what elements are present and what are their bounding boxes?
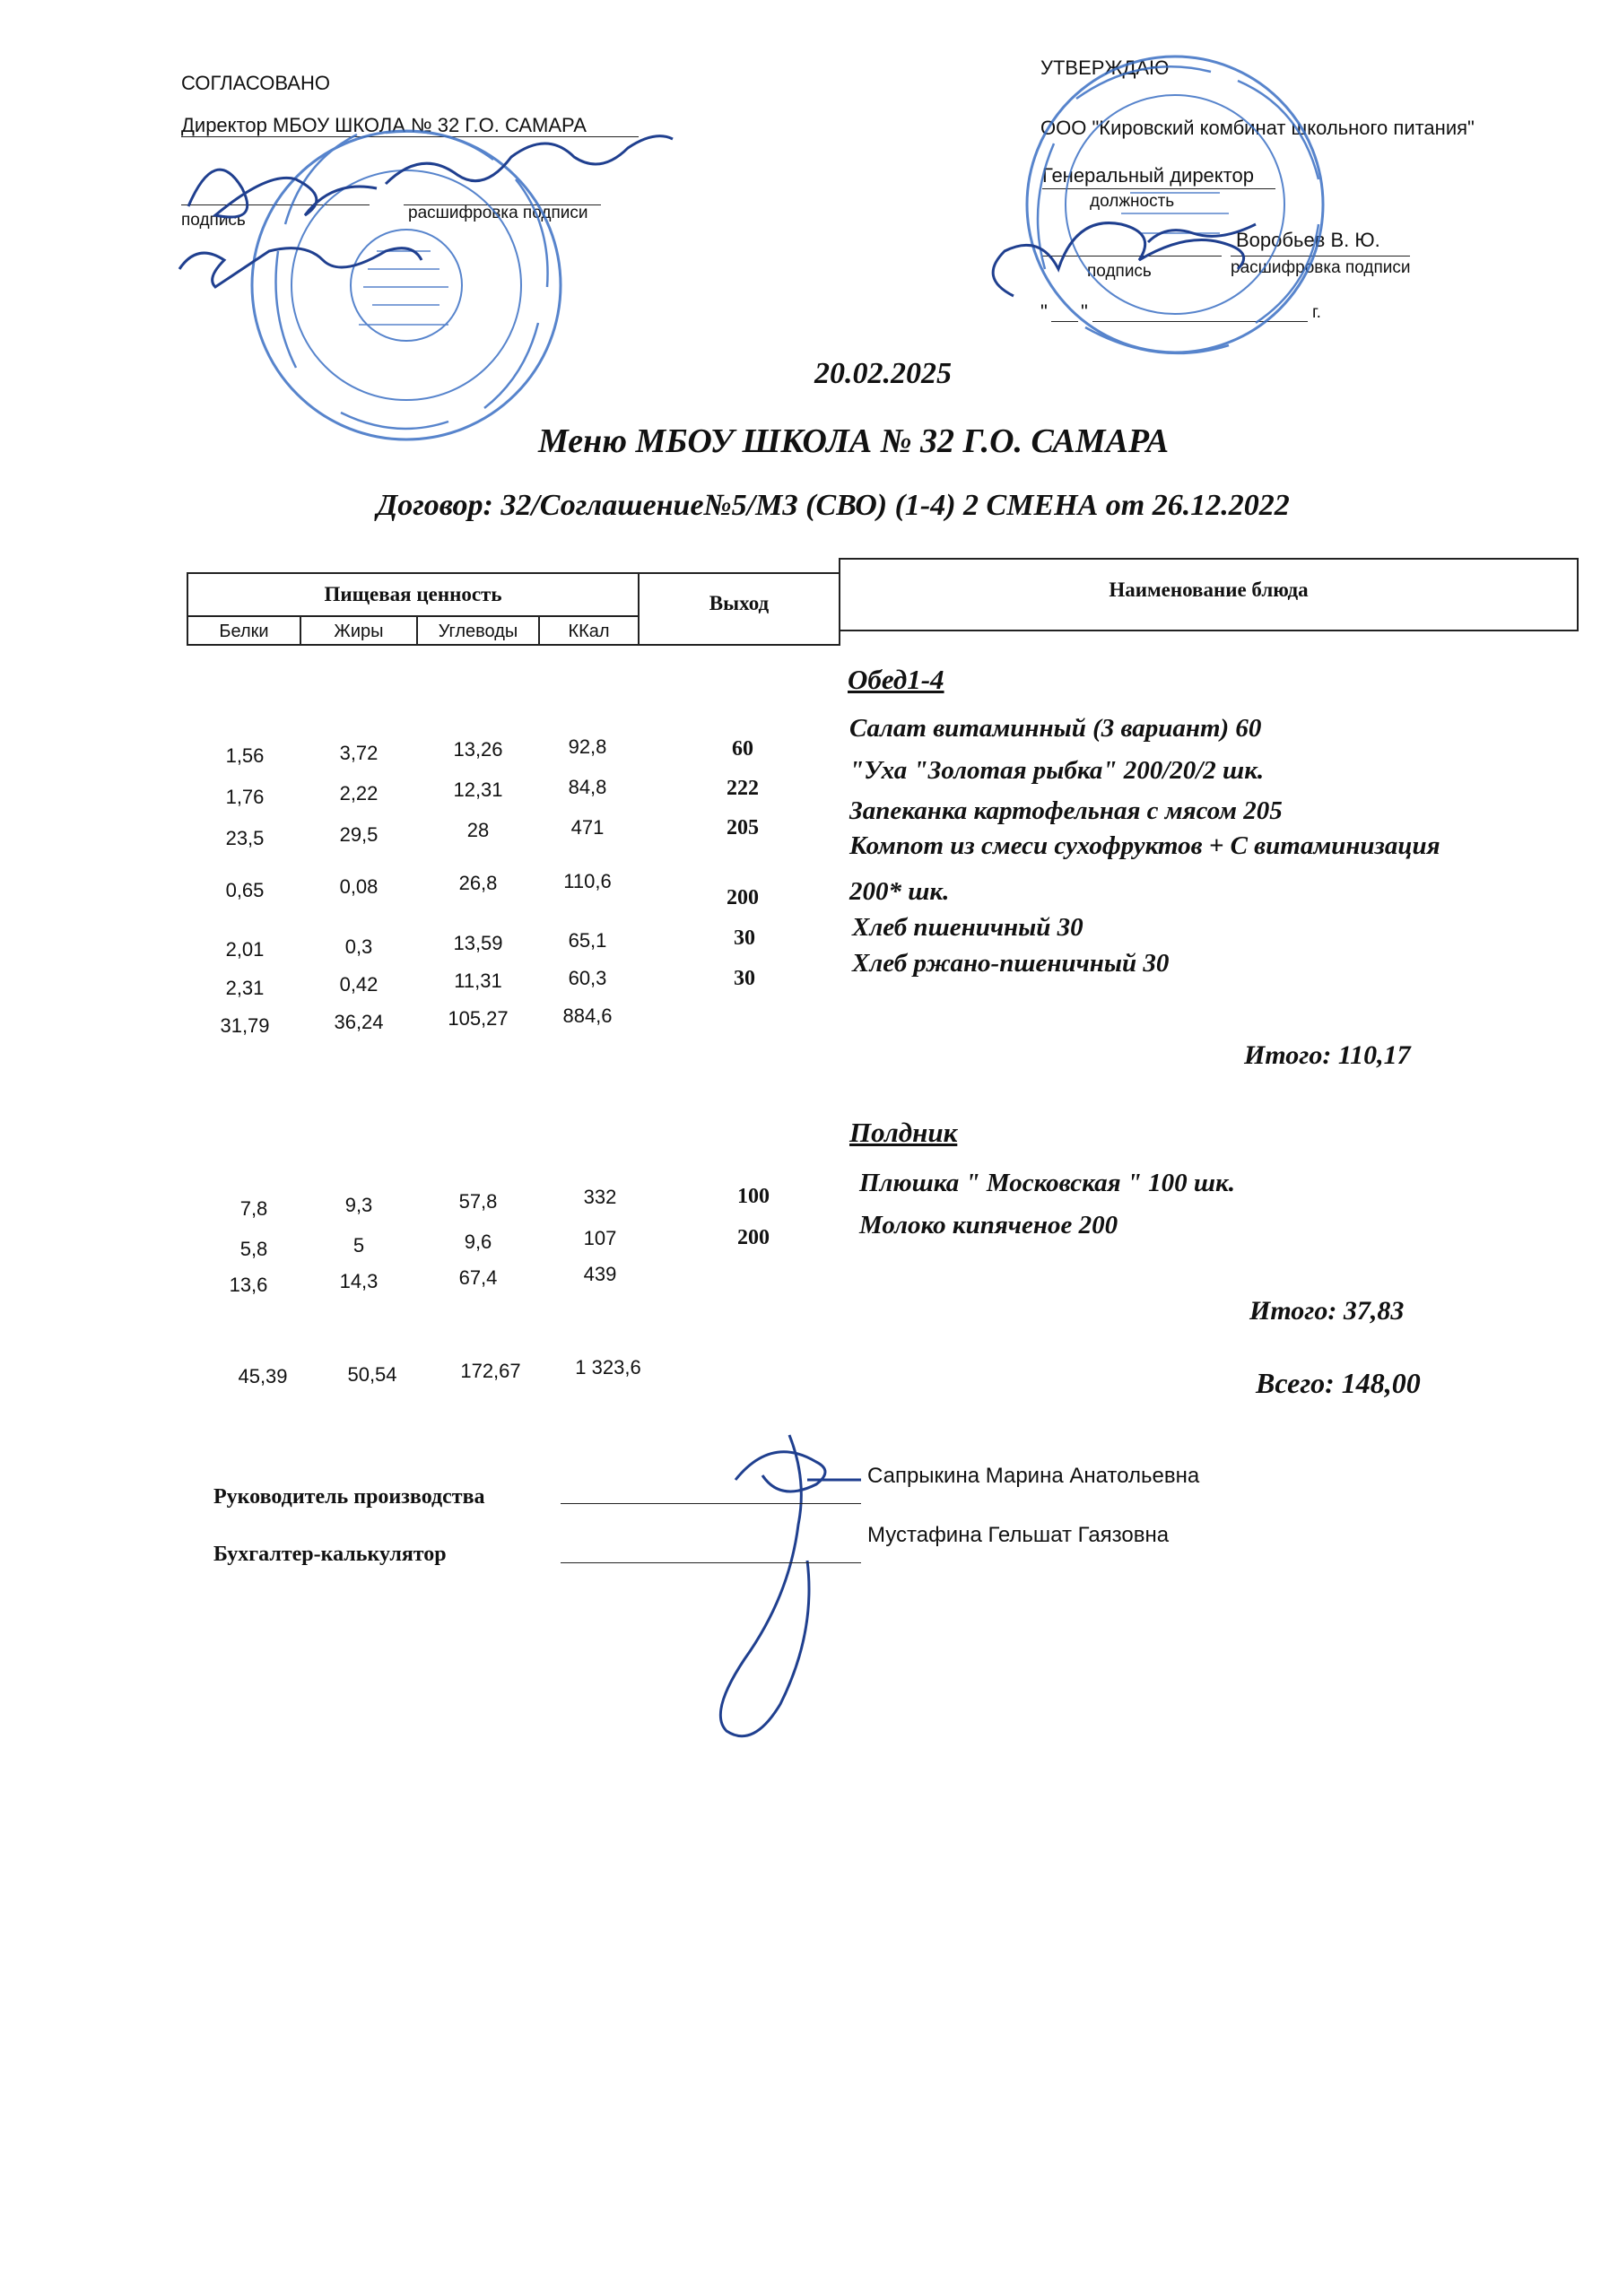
seal-left <box>252 131 561 439</box>
accountant-label: Бухгалтер-калькулятор <box>213 1543 447 1566</box>
cell-carbs: 12,31 <box>453 778 503 801</box>
dish-name: Хлеб пшеничный 30 <box>852 913 1083 942</box>
lunch-total: Итого: 110,17 <box>1244 1040 1411 1070</box>
contract-line: Договор: 32/Соглашение№5/МЗ (СВО) (1-4) 2 СМЕНА от 26.12.2022 <box>377 489 1290 522</box>
date-quote-open: " <box>1040 300 1048 323</box>
cell-fat: 29,5 <box>339 823 379 846</box>
cell-output: 30 <box>734 926 755 950</box>
grand-kcal: 1 323,6 <box>575 1356 641 1378</box>
seal-right <box>1027 57 1323 353</box>
header-col-carbs: Углеводы <box>438 622 518 641</box>
cell-kcal: 60,3 <box>568 967 607 989</box>
decode-label-right: расшифровка подписи <box>1231 258 1411 277</box>
sum-carbs: 105,27 <box>448 1007 509 1030</box>
cell-fat: 0,08 <box>339 875 379 898</box>
sign-label-right: подпись <box>1087 262 1152 281</box>
dish-name: Запеканка картофельная с мясом 205 <box>849 796 1283 825</box>
head-of-production-name: Сапрыкина Марина Анатольевна <box>867 1464 1200 1488</box>
cell-fat: 0,3 <box>344 935 373 958</box>
cell-fat: 5 <box>352 1234 365 1257</box>
header-col-kcal: ККал <box>568 622 610 641</box>
dish-name: Компот из смеси сухофруктов + С витаминизация <box>849 831 1440 860</box>
date-quote-close: " <box>1081 300 1088 323</box>
cell-kcal: 92,8 <box>568 735 607 758</box>
dish-name-continued: 200* шк. <box>849 877 950 906</box>
cell-carbs: 11,31 <box>454 970 502 992</box>
cell-carbs: 57,8 <box>458 1190 498 1213</box>
cell-fat: 2,22 <box>339 782 379 804</box>
cell-output: 100 <box>737 1185 770 1208</box>
cell-output: 222 <box>727 777 759 800</box>
cell-carbs: 9,6 <box>464 1231 492 1253</box>
sign-label-left: подпись <box>181 211 246 230</box>
cell-protein: 5,8 <box>239 1238 268 1260</box>
sum-protein: 31,79 <box>220 1014 270 1037</box>
document-title: Меню МБОУ ШКОЛА № 32 Г.О. САМАРА <box>538 422 1170 460</box>
header-nutrition: Пищевая ценность <box>324 583 502 605</box>
sum-carbs: 67,4 <box>458 1266 498 1289</box>
approval-right-position: Генеральный директор <box>1042 164 1254 187</box>
grand-carbs: 172,67 <box>460 1360 521 1382</box>
sum-kcal: 439 <box>583 1263 617 1285</box>
grand-protein: 45,39 <box>238 1365 288 1387</box>
cell-output: 30 <box>734 967 755 990</box>
cell-output: 200 <box>737 1226 770 1249</box>
sum-fat: 14,3 <box>339 1270 379 1292</box>
cell-carbs: 13,26 <box>453 738 503 761</box>
cell-fat: 3,72 <box>339 742 379 764</box>
dish-name: "Уха "Золотая рыбка" 200/20/2 шк. <box>849 756 1265 785</box>
cell-protein: 1,76 <box>225 786 265 808</box>
dish-name: Плюшка " Московская " 100 шк. <box>859 1169 1235 1197</box>
cell-kcal: 110,6 <box>563 870 612 892</box>
header-col-protein: Белки <box>219 622 269 641</box>
cell-protein: 2,01 <box>225 938 265 961</box>
head-of-production-label: Руководитель производства <box>213 1485 485 1509</box>
approval-right-org: ООО "Кировский комбинат школьного питания" <box>1040 117 1475 139</box>
dish-name: Молоко кипяченое 200 <box>859 1211 1118 1239</box>
grand-total: Всего: 148,00 <box>1256 1367 1421 1399</box>
grand-fat: 50,54 <box>347 1363 397 1386</box>
cell-protein: 2,31 <box>225 977 265 999</box>
cell-protein: 23,5 <box>225 827 265 849</box>
cell-fat: 9,3 <box>344 1194 373 1216</box>
year-suffix: г. <box>1312 303 1321 322</box>
header-col-fat: Жиры <box>334 622 384 641</box>
dish-name: Салат витаминный (3 вариант) 60 <box>849 714 1262 743</box>
position-label: должность <box>1090 192 1175 211</box>
cell-kcal: 332 <box>583 1186 617 1208</box>
sum-fat: 36,24 <box>334 1011 384 1033</box>
sum-kcal: 884,6 <box>562 1004 613 1027</box>
approval-right-title: УТВЕРЖДАЮ <box>1040 57 1170 79</box>
accountant-name: Мустафина Гельшат Гаязовна <box>867 1523 1170 1547</box>
cell-protein: 0,65 <box>225 879 265 901</box>
header-output: Выход <box>709 592 770 614</box>
cell-fat: 0,42 <box>339 973 379 996</box>
dish-name: Хлеб ржано-пшеничный 30 <box>852 949 1170 978</box>
section-title-snack: Полдник <box>849 1117 958 1148</box>
approval-left-position: Директор МБОУ ШКОЛА № 32 Г.О. САМАРА <box>181 114 587 136</box>
approval-left-title: СОГЛАСОВАНО <box>181 72 330 94</box>
cell-output: 200 <box>727 886 759 909</box>
approval-right-name: Воробьев В. Ю. <box>1236 229 1380 251</box>
cell-protein: 7,8 <box>239 1197 268 1220</box>
cell-kcal: 471 <box>570 816 605 839</box>
sum-protein: 13,6 <box>229 1274 268 1296</box>
cell-kcal: 107 <box>583 1227 617 1249</box>
document-date: 20.02.2025 <box>814 357 952 390</box>
cell-carbs: 26,8 <box>458 872 498 894</box>
cell-output: 60 <box>732 737 753 761</box>
header-dish-name: Наименование блюда <box>1109 578 1309 601</box>
cell-output: 205 <box>727 816 759 839</box>
snack-total: Итого: 37,83 <box>1249 1296 1405 1326</box>
decode-label-left: расшифровка подписи <box>408 204 588 222</box>
cell-protein: 1,56 <box>225 744 265 767</box>
section-title-lunch: Обед1-4 <box>848 664 944 695</box>
cell-kcal: 65,1 <box>568 929 607 952</box>
signature-footer <box>720 1435 861 1736</box>
cell-carbs: 13,59 <box>453 932 503 954</box>
cell-carbs: 28 <box>466 819 490 841</box>
cell-kcal: 84,8 <box>568 776 607 798</box>
